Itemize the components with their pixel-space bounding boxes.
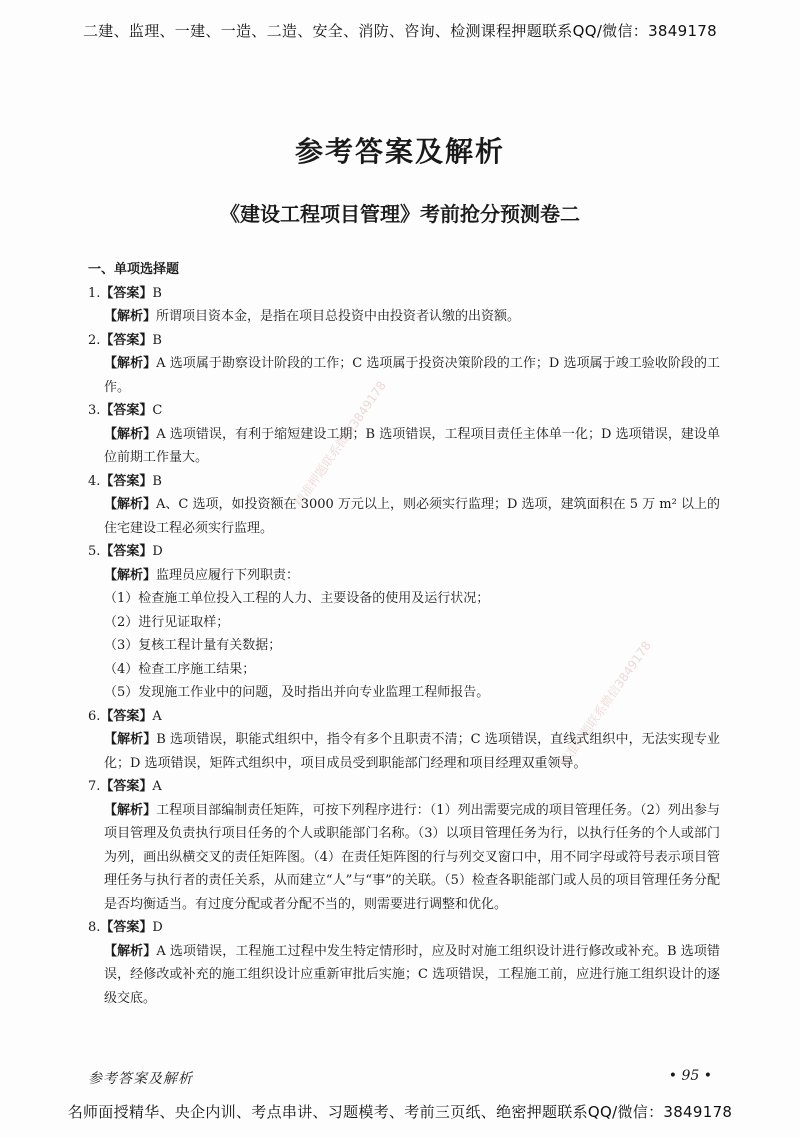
explanation-tag: 【解析】: [104, 943, 157, 959]
answer-line: [88, 470, 720, 494]
answer-line: [88, 399, 720, 423]
explanation-text: A 选项错误，工程施工过程中发生特定情形时，应及时对施工组织设计进行修改或补充。B 选项错误，经修改或补充的施工组织设计应重新审批后实施；C 选项错误，工程施工前，应进行施工组织设计的逐级交底。: [104, 943, 720, 1006]
explanation-text: 监理员应履行下列职责：: [156, 567, 300, 583]
answer-tag: 【答案】: [100, 403, 153, 418]
answer-tag: 【答案】: [100, 920, 153, 935]
duty-item: （2）进行见证取样；: [104, 614, 230, 630]
explanation: [88, 493, 720, 540]
explanation: [88, 305, 720, 329]
duty-item: （5）发现施工作业中的问题，及时指出并向专业监理工程师报告。: [104, 685, 490, 700]
bottom-banner: 名师面授精华、央企内训、考点串讲、习题模考、考前三页纸、绝密押题联系QQ/微信：3849178: [67, 1103, 733, 1121]
question-number: 1.: [88, 285, 101, 301]
answer-value: D: [152, 920, 163, 935]
duty-item: （1）检查施工单位投入工程的人力、主要设备的使用及运行状况；: [104, 591, 490, 606]
footer-label: 参考答案及解析: [88, 1071, 193, 1087]
question-number: 6.: [88, 708, 101, 724]
answer-line: [88, 329, 720, 353]
answer-line: [88, 282, 720, 306]
answer-line: [88, 916, 720, 940]
answer-tag: 【答案】: [100, 544, 153, 559]
page-subtitle: 《建设工程项目管理》考前抢分预测卷二: [220, 202, 580, 226]
explanation-text: 工程项目部编制责任矩阵，可按下列程序进行：（1）列出需要完成的项目管理任务。（2）列出参与项目管理及负责执行项目任务的个人或职能部门名称。（3）以项目管理任务为行，以执行任务的个人或部门为列，画出纵横交叉的责任矩阵图。（4）在责任矩阵图的行与列交叉窗口中，用不同字母或符号表示项目管理任务与执行者的责任关系，从而建立“人”与“事”的关联。（5）检查各职能部门或人员的项目管理任务分配是否均衡适当。有过度分配或者分配不当的，则需要进行调整和优化。: [104, 802, 720, 912]
explanation-tag: 【解析】: [104, 732, 157, 747]
explanation-tag: 【解析】: [104, 497, 157, 512]
explanation: [88, 564, 720, 588]
question-number: 2.: [88, 332, 101, 348]
explanation-tag: 【解析】: [104, 309, 157, 324]
explanation-text: B 选项错误，职能式组织中，指令有多个且职责不清；C 选项错误，直线式组织中，无法实现专业化；D 选项错误，矩阵式组织中，项目成员受到职能部门经理和项目经理双重领导。: [104, 732, 720, 771]
question-list: [88, 282, 720, 1011]
page-title: 参考答案及解析: [294, 135, 505, 168]
answer-tag: 【答案】: [100, 779, 153, 794]
explanation-tag: 【解析】: [104, 567, 157, 583]
answer-line: [88, 705, 720, 729]
explanation-tag: 【解析】: [104, 426, 157, 442]
explanation: [88, 728, 720, 775]
explanation-tag: 【解析】: [104, 356, 157, 371]
page-number: • 95 •: [668, 1068, 712, 1084]
question-number: 3.: [88, 403, 101, 418]
answer-value: B: [152, 332, 162, 348]
answer-line: [88, 540, 720, 564]
explanation: [88, 352, 720, 399]
explanation-text: A 选项错误，有利于缩短建设工期；B 选项错误，工程项目责任主体单一化；D 选项错误，建设单位前期工作量大。: [104, 426, 720, 465]
watermark: 精准押题联系微信3849178: [556, 638, 654, 770]
explanation-text: A 选项属于勘察设计阶段的工作；C 选项属于投资决策阶段的工作；D 选项属于竣工验收阶段的工作。: [104, 356, 720, 395]
explanation-text: A、C 选项，如投资额在 3000 万元以上，则必须实行监理；D 选项，建筑面积在 5 万 m² 以上的住宅建设工程必须实行监理。: [104, 497, 720, 536]
answer-tag: 【答案】: [100, 473, 153, 489]
section-heading: 一、单项选择题: [88, 262, 180, 277]
answer-tag: 【答案】: [100, 708, 153, 724]
answer-content: [88, 258, 720, 1010]
answer-value: B: [152, 285, 162, 301]
question-number: 7.: [88, 779, 101, 794]
duty-item: （4）检查工序施工结果；: [104, 661, 256, 677]
question-number: 5.: [88, 544, 101, 559]
answer-value: A: [152, 708, 162, 724]
explanation: [88, 799, 720, 917]
answer-tag: 【答案】: [100, 332, 153, 348]
duty-item: （3）复核工程计量有关数据；: [104, 638, 282, 653]
explanation-text: 所谓项目资本金，是指在项目总投资中由投资者认缴的出资额。: [156, 309, 521, 324]
explanation: [88, 423, 720, 470]
explanation: [88, 940, 720, 1011]
answer-value: A: [152, 779, 162, 794]
explanation-tag: 【解析】: [104, 802, 157, 818]
top-banner: 二建、监理、一建、一造、二造、安全、消防、咨询、检测课程押题联系QQ/微信：3849178: [83, 22, 717, 40]
answer-line: [88, 775, 720, 799]
answer-value: C: [152, 403, 163, 418]
watermark: 精准押题联系微信3849178: [291, 378, 389, 510]
answer-value: D: [152, 544, 163, 559]
question-number: 4.: [88, 473, 101, 489]
answer-tag: 【答案】: [100, 285, 153, 301]
answer-value: B: [152, 473, 162, 489]
question-number: 8.: [88, 920, 101, 935]
